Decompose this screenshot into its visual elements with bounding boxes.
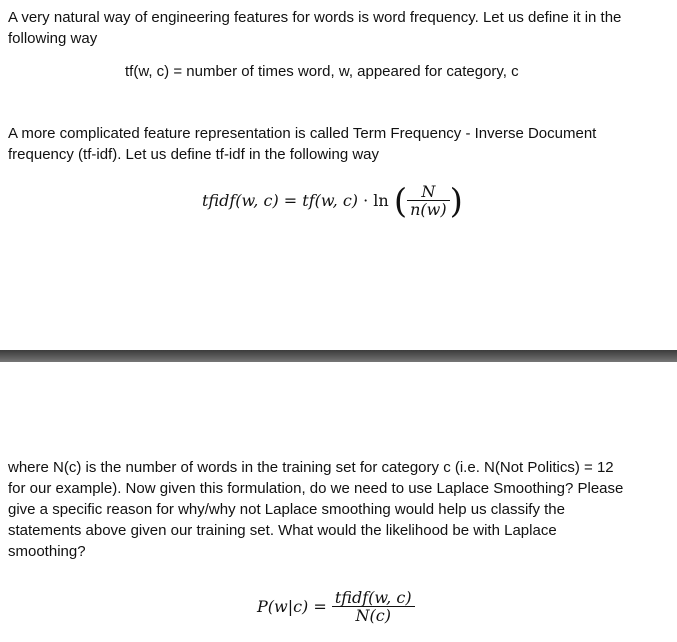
tf-definition: tf(w, c) = number of times word, w, appeared for category, c <box>125 63 519 80</box>
likelihood-denominator: N(c) <box>332 606 415 625</box>
likelihood-equals: = <box>308 597 332 616</box>
question-line-3: give a specific reason for why/why not Laplace smoothing would help us classify the <box>8 501 565 518</box>
question-paragraph <box>8 457 668 562</box>
tfidf-formula-equals: = <box>278 191 303 210</box>
tfidf-formula-dot: · <box>358 191 374 210</box>
right-paren: ) <box>449 181 463 222</box>
tfidf-formula-ln: ln <box>373 191 389 210</box>
question-line-4: statements above given our training set. What would the likelihood be with Laplace <box>8 522 557 539</box>
tfidf-denominator: n(w) <box>407 200 449 219</box>
tfidf-intro-line-1: A more complicated feature representation is called Term Frequency - Inverse Document <box>8 125 597 142</box>
question-line-5: smoothing? <box>8 543 86 560</box>
tfidf-fraction <box>407 184 449 219</box>
intro-line-2: following way <box>8 30 98 47</box>
section-divider <box>0 350 677 362</box>
intro-paragraph <box>8 7 668 49</box>
tfidf-intro-paragraph <box>8 123 668 165</box>
tfidf-formula-lhs: tfidf(w, c) <box>202 191 279 210</box>
tfidf-formula <box>202 181 463 222</box>
likelihood-formula <box>257 590 415 625</box>
left-paren: ( <box>393 181 408 222</box>
tfidf-numerator: N <box>421 182 436 201</box>
intro-line-1: A very natural way of engineering features for words is word frequency. Let us define it in the <box>8 9 622 26</box>
likelihood-fraction <box>332 590 415 625</box>
likelihood-numerator: tfidf(w, c) <box>334 588 412 607</box>
tfidf-intro-line-2: frequency (tf-idf). Let us define tf-idf in the following way <box>8 146 380 163</box>
likelihood-lhs: P(w|c) <box>257 597 309 616</box>
tfidf-formula-tf: tf(w, c) <box>302 191 359 210</box>
question-line-2: for our example). Now given this formulation, do we need to use Laplace Smoothing? Please <box>8 480 624 497</box>
question-line-1: where N(c) is the number of words in the training set for category c (i.e. N(Not Politics) = 12 <box>8 459 614 476</box>
